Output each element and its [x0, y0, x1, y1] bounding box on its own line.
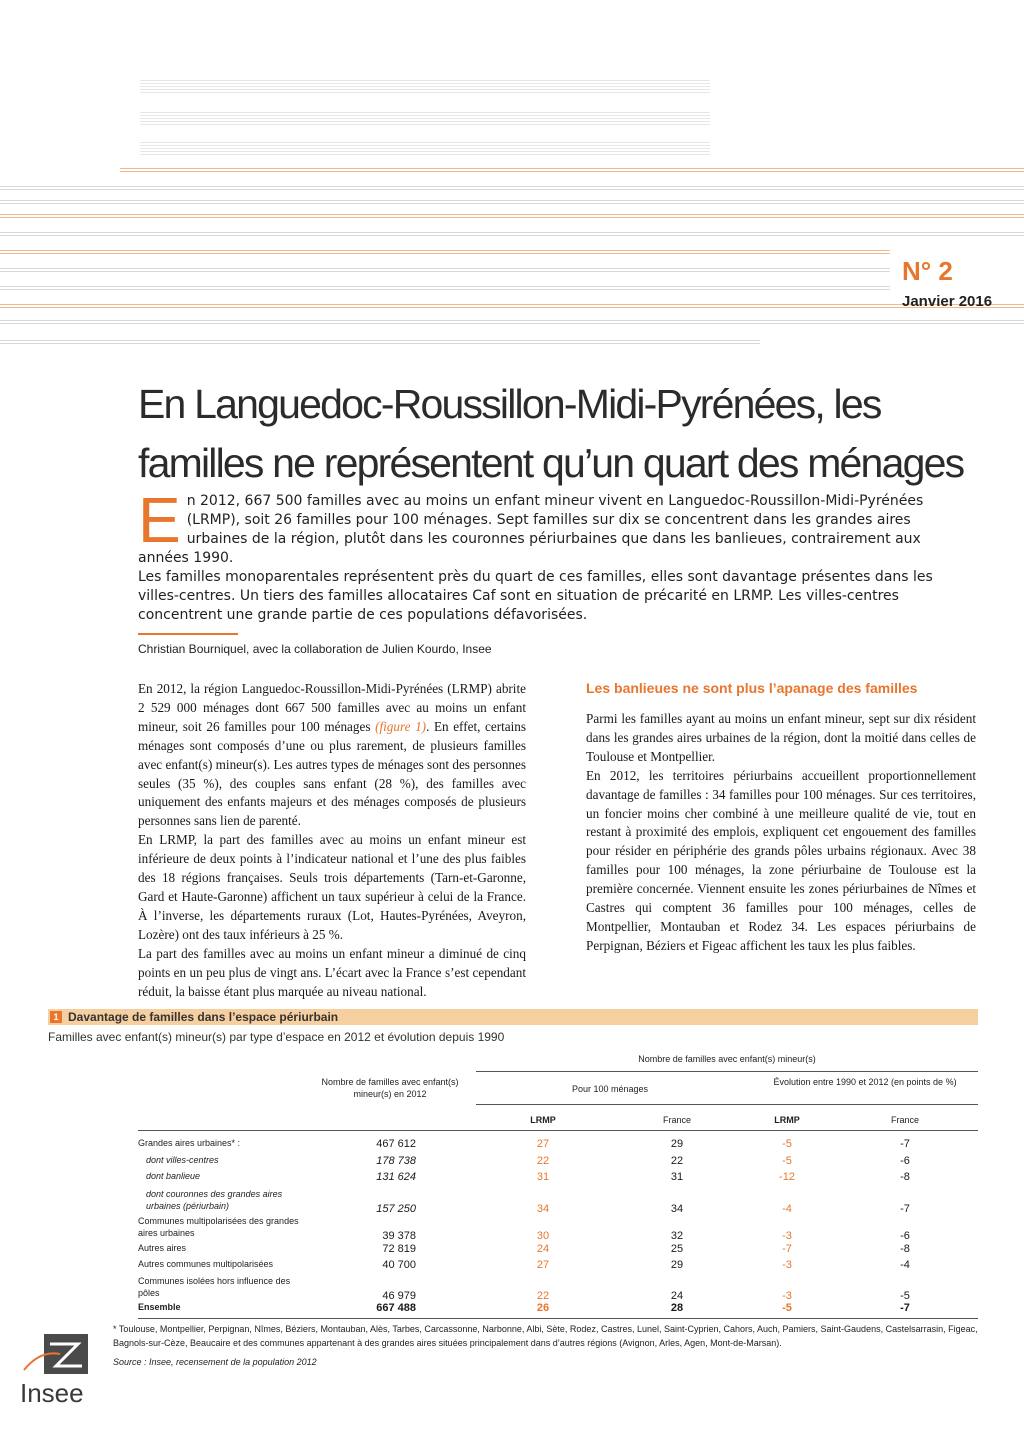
cell-lrmp-evolution: -3	[782, 1290, 792, 1302]
cell-france-evolution: -6	[900, 1230, 910, 1242]
row-label: Autres aires	[138, 1243, 187, 1253]
cell-france-evolution: -4	[900, 1259, 910, 1271]
lead-paragraph	[138, 484, 958, 625]
masthead-ghost-title	[140, 80, 710, 94]
cell-france-per100: 34	[670, 1203, 684, 1215]
cell-lrmp-evolution: -5	[782, 1138, 792, 1150]
table-header-per100: Pour 100 ménages	[571, 1084, 649, 1094]
body-column-right	[586, 710, 976, 956]
author-line: Christian Bourniquel, avec la collaboration de Julien Kourdo, Insee	[138, 642, 492, 656]
figure-title: Davantage de familles dans l’espace périurbain	[68, 1010, 339, 1024]
cell-lrmp-evolution: -4	[782, 1203, 792, 1215]
cell-lrmp-per100: 24	[536, 1243, 550, 1255]
figure-number: 1	[50, 1011, 62, 1023]
cell-count: 46 979	[382, 1290, 416, 1302]
insee-logo-text: Insee	[20, 1378, 84, 1408]
table-header-top: Nombre de familles avec enfant(s) mineur(s)	[638, 1054, 816, 1064]
masthead-stripe	[0, 200, 1024, 206]
cell-france-per100: 29	[670, 1138, 684, 1150]
cell-france-evolution: -7	[900, 1138, 910, 1150]
cell-lrmp-evolution: -3	[782, 1230, 792, 1242]
lead-text-2: Les familles monoparentales représentent près du quart de ces familles, elles sont davantage présentes dans les villes-centres. Un tiers des familles allocataires Caf sont en situation de précarité en LRMP. Les villes-centres concentrent une grande partie de ces populations défavorisées.	[138, 569, 933, 623]
row-label: Ensemble	[138, 1302, 181, 1312]
cell-lrmp-per100: 27	[536, 1259, 550, 1271]
masthead-ghost-title	[140, 112, 710, 126]
masthead-stripe	[0, 214, 1024, 220]
body-column-left	[138, 680, 526, 1001]
cell-lrmp-per100: 22	[536, 1290, 550, 1302]
cell-france-per100: 32	[670, 1230, 684, 1242]
cell-lrmp-evolution: -5	[782, 1155, 792, 1167]
masthead-stripe	[120, 168, 1024, 174]
masthead-stripe	[0, 304, 1024, 310]
body-paragraph	[138, 680, 526, 831]
masthead	[0, 0, 1024, 360]
cell-france-evolution: -5	[900, 1290, 910, 1302]
cell-count: 157 250	[376, 1203, 416, 1215]
row-label: dont couronnes des grandes aires urbaines (périurbain)	[146, 1189, 283, 1211]
cell-count: 131 624	[376, 1171, 416, 1183]
row-label: dont villes-centres	[146, 1155, 219, 1165]
cell-count: 178 738	[376, 1155, 416, 1167]
cell-lrmp-evolution: -7	[782, 1243, 792, 1255]
section-heading: Les banlieues ne sont plus l’apanage des familles	[586, 680, 918, 696]
col-header-lrmp: LRMP	[774, 1115, 800, 1125]
col-header-france: France	[662, 1115, 691, 1125]
row-label: Grandes aires urbaines* :	[138, 1138, 241, 1148]
masthead-stripe	[0, 320, 1024, 326]
body-paragraph: En LRMP, la part des familles avec au moins un enfant mineur est inférieure de deux points à l’indicateur national et l’une des plus faibles des 18 régions françaises. Seuls trois départements (Tarn-et-Garonne, Gard et Haute-Garonne) affichent un taux supérieur à celui de la France. À l’inverse, les départements ruraux (Lot, Hautes-Pyrénées, Aveyron, Lozère) ont des taux inférieurs à 25 %.	[138, 832, 526, 942]
body-paragraph: Parmi les familles ayant au moins un enfant mineur, sept sur dix résident dans les grandes aires urbaines de la région, dont la moitié dans celles de Toulouse et Montpellier.	[586, 711, 976, 764]
cell-france-evolution: -8	[900, 1243, 910, 1255]
cell-lrmp-evolution: -5	[782, 1302, 792, 1314]
issue-date: Janvier 2016	[902, 293, 993, 310]
lead-divider	[138, 633, 238, 635]
figure-source: Source : Insee, recensement de la population 2012	[113, 1357, 317, 1367]
cell-france-per100: 22	[670, 1155, 684, 1167]
figure-subtitle: Familles avec enfant(s) mineur(s) par type d’espace en 2012 et évolution depuis 1990	[48, 1030, 505, 1044]
cell-count: 40 700	[382, 1259, 416, 1271]
cell-count: 467 612	[376, 1138, 416, 1150]
page-title: En Languedoc-Roussillon-Midi-Pyrénées, les familles ne représentent qu’un quart des ménages	[138, 381, 964, 486]
masthead-stripe	[0, 286, 890, 292]
cell-france-evolution: -8	[900, 1171, 910, 1183]
figure-footnote: * Toulouse, Montpellier, Perpignan, Nîmes, Béziers, Montauban, Alès, Tarbes, Carcassonne, Narbonne, Albi, Sète, Rodez, Castres, Lunel, Saint-Cyprien, Cahors, Auch, Pamiers, Saint-Gaudens, Castelsarrasin, Figeac, Bagnols-sur-Cèze, Beaucaire et des communes appartenant à des grandes aires situées principalement dans d’autres régions (Avignon, Arles, Agen, Mont-de-Marsan).	[113, 1324, 978, 1348]
cell-lrmp-per100: 27	[536, 1138, 550, 1150]
cell-count: 72 819	[382, 1243, 416, 1255]
cell-france-evolution: -6	[900, 1155, 910, 1167]
issue-number: N° 2	[902, 256, 953, 286]
lead-text-1: n 2012, 667 500 familles avec au moins un enfant mineur vivent en Languedoc-Roussillon-Midi-Pyrénées (LRMP), soit 26 familles pour 100 ménages. Sept familles sur dix se concentrent dans les grandes aires urbaines de la région, plutôt dans les couronnes périurbaines que dans les banlieues, contrairement aux années 1990.	[138, 493, 924, 566]
cell-france-per100: 25	[670, 1243, 684, 1255]
table-rule	[138, 1318, 978, 1319]
cell-lrmp-per100: 26	[536, 1302, 550, 1314]
table-rule	[476, 1104, 978, 1105]
cell-france-evolution: -7	[900, 1302, 910, 1314]
masthead-stripe	[0, 186, 1024, 192]
col-header-france: France	[890, 1115, 919, 1125]
masthead-stripe	[0, 250, 890, 256]
dropcap: E	[138, 484, 181, 556]
body-text: En 2012, la région Languedoc-Roussillon-Midi-Pyrénées (LRMP) abrite 2 529 000 ménages dont 667 500 familles avec au moins un enfant mineur, soit 26 familles pour 100 ménages	[138, 681, 526, 734]
cell-france-per100: 31	[670, 1171, 684, 1183]
body-text: . En effet, certains ménages sont composés d’une ou plus rarement, de plusieurs familles avec enfant(s) mineur(s). Les autres types de ménages sont des personnes seules (35 %), des couples sans enfant (28 %), des familles avec uniquement des enfants majeurs et des ménages composés de plusieurs personnes sans lien de parenté.	[138, 718, 526, 829]
cell-count: 667 488	[376, 1302, 416, 1314]
col-header-lrmp: LRMP	[530, 1115, 556, 1125]
table-rule	[138, 1130, 978, 1131]
row-label: Communes isolées hors influence des pôles	[138, 1276, 291, 1298]
masthead-stripe	[0, 268, 890, 274]
row-label: Autres communes multipolarisées	[138, 1259, 274, 1269]
cell-count: 39 378	[382, 1230, 416, 1242]
cell-france-per100: 24	[670, 1290, 684, 1302]
cell-france-evolution: -7	[900, 1203, 910, 1215]
cell-lrmp-evolution: -3	[782, 1259, 792, 1271]
body-paragraph: En 2012, les territoires périurbains accueillent proportionnellement davantage de familles : 34 familles pour 100 ménages. Sur ces territoires, un foncier moins cher combiné à une meilleure qualité de vie, tout en restant à proximité des emplois, expliquent cet engouement des familles pour résider en périphérie des grands pôles urbains régionaux. Avec 38 familles pour 100 ménages, la zone périurbaine de Toulouse est la première concernée. Viennent ensuite les zones périurbaines de Nîmes et Castres qui comptent 36 familles pour 100 ménages, celles de Montpellier, Montauban et Rodez 34. Les espaces périurbains de Perpignan, Béziers et Figeac affichent les taux les plus faibles.	[586, 767, 976, 953]
table-header-count: Nombre de familles avec enfant(s) mineur(s) en 2012	[321, 1077, 459, 1099]
table-header-evolution: Évolution entre 1990 et 2012 (en points de %)	[773, 1077, 957, 1087]
masthead-ghost-title	[140, 142, 710, 156]
cell-lrmp-per100: 30	[536, 1230, 550, 1242]
cell-lrmp-per100: 22	[536, 1155, 550, 1167]
cell-lrmp-per100: 34	[536, 1203, 550, 1215]
cell-lrmp-per100: 31	[536, 1171, 550, 1183]
row-label: Communes multipolarisées des grandes aires urbaines	[138, 1216, 299, 1238]
cell-lrmp-evolution: -12	[779, 1171, 795, 1183]
cell-france-per100: 29	[670, 1259, 684, 1271]
masthead-stripe	[0, 340, 760, 346]
masthead-stripe	[0, 232, 1024, 238]
row-label: dont banlieue	[146, 1171, 201, 1181]
cell-france-per100: 28	[670, 1302, 684, 1314]
body-paragraph: La part des familles avec au moins un enfant mineur a diminué de cinq points en un peu plus de vingt ans. L’écart avec la France s’est cependant réduit, la baisse étant plus marquée au niveau national.	[138, 945, 526, 999]
figure-reference-link[interactable]: (figure 1)	[375, 718, 427, 734]
table-rule	[476, 1071, 978, 1072]
